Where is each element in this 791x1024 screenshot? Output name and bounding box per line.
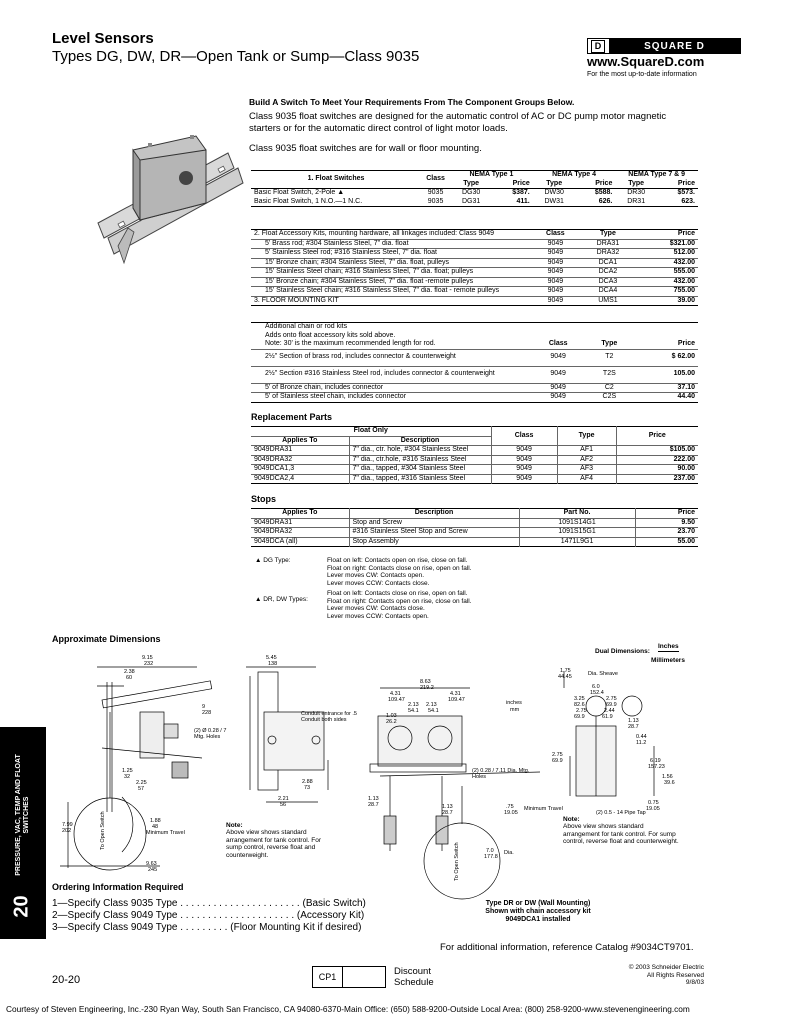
table-row (251, 465, 698, 475)
row-desc: 15' Stainless Steel chain; #316 Stainless Steel, 7" dia. float - remote pulleys (251, 287, 531, 297)
dim-text: 57 (138, 786, 145, 792)
table-row (251, 537, 698, 547)
table-row (251, 528, 698, 538)
website-link[interactable]: www.SquareD.com (587, 54, 705, 69)
dia-label: Dia. (504, 850, 514, 856)
dim-text: 28.7 (368, 802, 379, 808)
dim-text: 177.8 (484, 854, 498, 860)
dim-text: 109.47 (448, 697, 465, 703)
row-class: 9049 (491, 446, 557, 456)
note-line: Float on right: Contacts open on rise, close on fall. (327, 597, 472, 605)
page-subtitle: Types DG, DW, DR—Open Tank or Sump—Class 9035 (52, 48, 420, 65)
side-tab-number: 20 (10, 895, 33, 918)
row-class: 9049 (531, 258, 580, 268)
intro-paragraph-1: Class 9035 float switches are designed for the automatic control of AC or DC pump motor magnetic starters or for the automatic direct control of light motor loads. (249, 111, 667, 134)
copyright-line: © 2003 Schneider Electric (628, 964, 704, 971)
order-label: 2—Specify Class 9049 Type (52, 910, 178, 921)
row-type: C2 (585, 383, 633, 393)
table-row (251, 518, 698, 528)
dim-text: 157.23 (648, 764, 665, 770)
drawing-wall-mount-view (370, 676, 570, 898)
row-price: 222.00 (616, 455, 698, 465)
row-desc: 3. FLOOR MOUNTING KIT (254, 296, 339, 304)
table-row (251, 277, 698, 287)
discount-box (312, 966, 386, 988)
dim-text: 61.9 (602, 714, 613, 720)
order-dots: . . . . . . . . . . . . . . . . . . . . . . (177, 898, 303, 909)
cp-code: CP1 (313, 967, 343, 987)
row-class: 9049 (531, 287, 580, 297)
order-value: (Basic Switch) (302, 898, 366, 909)
drawing-front-view (236, 652, 342, 810)
dim-text: 1.13 (628, 718, 639, 724)
row-price: 23.70 (635, 528, 698, 538)
order-dots: . . . . . . . . . (177, 922, 231, 933)
section-side-tab (0, 727, 46, 939)
stops-title: Stops (251, 494, 277, 504)
dim-text: 6.19 (650, 758, 661, 764)
row-type: DCA1 (580, 258, 636, 268)
list-item (52, 898, 366, 910)
row-price: 432.00 (636, 277, 698, 287)
copyright-line: All Rights Reserved (646, 971, 704, 979)
order-dots: . . . . . . . . . . . . . . . . . . . . . (177, 910, 297, 921)
row-type: DR30 (627, 189, 646, 196)
to-open-switch-label: To Open Switch (100, 811, 106, 850)
dim-text: 28.7 (628, 724, 639, 730)
row-desc: 5' Brass rod; #304 Stainless Steel, 7" dia. float (251, 239, 531, 249)
row-type: DRA31 (580, 239, 636, 249)
dim-text: 232 (144, 661, 154, 667)
row-desc: 5' of Bronze chain, includes connector (251, 383, 531, 393)
dim-text: 9.15 (142, 655, 153, 661)
row-applies: 9049DRA32 (251, 528, 349, 538)
row-desc: Basic Float Switch, 1 N.O.—1 N.C. (254, 197, 363, 205)
floor-mounting-row (251, 296, 698, 306)
dim-text: 60 (126, 675, 133, 681)
order-value: (Floor Mounting Kit if desired) (230, 922, 362, 933)
dim-text: 2.75 (576, 708, 587, 714)
row-price: 37.10 (633, 383, 698, 393)
note-line: Float on left: Contacts open on rise, close on fall. (327, 557, 468, 564)
dim-text: 26.2 (386, 719, 397, 725)
page-number: 20-20 (52, 974, 81, 986)
row-desc: 7" dia., ctr. hole, #304 Stainless Steel (349, 446, 491, 456)
row-applies: 9049DRA32 (251, 455, 349, 465)
row-desc: Basic Float Switch, 2-Pole ▲ (254, 189, 345, 196)
row-part: 1091S14G1 (519, 518, 635, 528)
note-title: Note: (226, 822, 243, 829)
courtesy-footer: Courtesy of Steven Engineering, Inc.-230 Ryan Way, South San Francisco, CA 94080-6370-Main Office: (650) 588-9200-Outside Local Area: (800) 258-9200-www.stevenengineering.com (6, 1004, 690, 1014)
row-price: $ 62.00 (633, 349, 698, 366)
dr-dw-type-notes (327, 590, 472, 620)
intro-heading: Build A Switch To Meet Your Requirements From The Component Groups Below. (249, 97, 575, 107)
millimeters-label: Millimeters (651, 657, 685, 664)
ordering-list (52, 898, 366, 934)
dual-dimensions-label: Dual Dimensions: (595, 648, 650, 655)
row-type: UMS1 (598, 296, 618, 304)
dim-text: 138 (268, 661, 278, 667)
dim-text: 2.13 (408, 702, 419, 708)
row-type: DW30 (544, 189, 564, 196)
dim-text: 9 (202, 704, 206, 710)
row-desc: 5' Stainless Steel rod; #316 Stainless Steel, 7" dia. float (251, 249, 531, 259)
list-item (52, 922, 366, 934)
table-row (251, 287, 698, 297)
dim-text: 4.31 (450, 691, 461, 697)
row-price: 555.00 (636, 268, 698, 278)
price-header: Price (512, 179, 530, 187)
nema4-header: NEMA Type 4 (552, 171, 597, 178)
row-type: AF3 (557, 465, 616, 475)
dim-text: 1.13 (442, 804, 453, 810)
row-applies: 9049DCA1,3 (251, 465, 349, 475)
dim-text: 19.05 (504, 810, 518, 816)
order-label: 3—Specify Class 9049 Type (52, 922, 178, 933)
dim-text: 54.1 (428, 708, 439, 714)
dim-text: 2.13 (426, 702, 437, 708)
table-row (251, 258, 698, 268)
row-price: 90.00 (616, 465, 698, 475)
table-row (251, 455, 698, 465)
dim-text: 69.9 (574, 714, 585, 720)
caption-line: Shown with chain accessory kit (485, 908, 591, 915)
row-type: DR31 (627, 197, 646, 205)
dim-text: 54.1 (408, 708, 419, 714)
dim-text: 7.0 (486, 848, 494, 854)
row-price: 755.00 (636, 287, 698, 297)
order-value: (Accessory Kit) (296, 910, 365, 921)
price-header: Price (677, 179, 695, 187)
dim-text: 39.6 (664, 780, 675, 786)
website-subtext: For the most up-to-date information (587, 71, 697, 78)
dim-text: 56 (280, 802, 287, 808)
note-line: Lever moves CCW: Contacts open. (327, 612, 429, 620)
row-class: 9049 (491, 474, 557, 484)
table-row (251, 249, 698, 259)
caption-line: 9049DCA1 installed (505, 916, 571, 923)
dim-text: 48 (152, 824, 159, 830)
row-price: 39.00 (677, 296, 695, 304)
row-desc: 7" dia., ctr.hole, #316 Stainless Steel (349, 455, 491, 465)
row-price: $588. (594, 189, 613, 196)
inches-label: Inches (658, 643, 679, 650)
row-applies: 9049DRA31 (251, 446, 349, 456)
row-price: 432.00 (636, 258, 698, 268)
row-type: DG31 (461, 197, 481, 205)
note-title: Note: (563, 816, 580, 823)
dim-text: 69.9 (606, 702, 617, 708)
float-switches-header: 1. Float Switches (251, 171, 421, 189)
dim-text: 2.21 (278, 796, 289, 802)
drawing-side-view (52, 652, 230, 880)
note-line: Lever moves CCW: Contacts close. (327, 579, 430, 587)
dim-text: 4.31 (390, 691, 401, 697)
row-type: AF2 (557, 455, 616, 465)
row-part: 1471L9G1 (519, 537, 635, 547)
description-header: Description (349, 436, 491, 446)
min-travel-label: Minimum Travel (146, 830, 185, 836)
row-class: 9049 (547, 296, 564, 304)
price-header: Price (635, 509, 698, 519)
row-class: 9035 (427, 189, 444, 196)
row-price: 237.00 (616, 474, 698, 484)
row-desc: Stop and Screw (349, 518, 519, 528)
dim-text: 1.56 (662, 774, 673, 780)
dim-text: 73 (304, 785, 311, 791)
schedule-text: Schedule (394, 977, 434, 988)
type-header: Type (600, 230, 616, 237)
accessory-header: 2. Float Accessory Kits, mounting hardware, all linkages included: Class 9049 (254, 230, 495, 237)
additional-note-1: Additional chain or rod kits (265, 323, 348, 330)
type-header: Type (557, 427, 616, 446)
dg-type-label: ▲ DG Type: (255, 557, 291, 564)
row-price: $573. (677, 189, 695, 196)
dim-text: 1.13 (368, 796, 379, 802)
row-type: DCA3 (580, 277, 636, 287)
dim-text: 44.45 (558, 674, 572, 680)
float-switches-table (251, 170, 698, 207)
applies-to-header: Applies To (282, 509, 318, 516)
additional-kits-table (251, 322, 698, 403)
price-header: Price (677, 340, 695, 347)
row-price: $321.00 (636, 239, 698, 249)
dim-text: 69.9 (552, 758, 563, 764)
dim-text: 2.75 (552, 752, 563, 758)
inches-mm-label: inches (506, 700, 522, 706)
note-line: Float on left: Contacts close on rise, open on fall. (327, 590, 468, 597)
pipe-tap-label: (2) 0.5 - 14 Pipe Tap (596, 810, 646, 816)
discount-schedule-label (394, 966, 434, 988)
float-switch-photo (78, 128, 243, 278)
table-row (251, 446, 698, 456)
dim-text: 9.63 (146, 861, 157, 867)
dim-text: 1.25 (122, 768, 133, 774)
page-title: Level Sensors (52, 30, 154, 47)
copyright-line: 9/8/03 (685, 979, 704, 986)
note-text: Above view shows standard arrangement for tank control. For sump control, reverse float and counterweight. (563, 823, 679, 845)
replacement-parts-table (251, 426, 698, 484)
row-desc: 7" dia., tapped, #304 Stainless Steel (349, 465, 491, 475)
row-price: 512.00 (636, 249, 698, 259)
row-class: 9049 (550, 393, 566, 400)
type-header: Type (546, 179, 563, 187)
dim-text: 152.4 (590, 690, 604, 696)
dim-text: 2.88 (302, 779, 313, 785)
table-row (251, 349, 698, 366)
price-header: Price (616, 427, 698, 446)
logo-mark: D (591, 40, 605, 53)
to-open-switch-label: To Open Switch (454, 842, 460, 881)
dim-text: 5.45 (266, 655, 277, 661)
row-type: DCA2 (580, 268, 636, 278)
table-row (251, 393, 698, 403)
dim-text: 8.63 (420, 679, 431, 685)
row-class: 9049 (531, 277, 580, 287)
table-row (251, 366, 698, 383)
nema1-header: NEMA Type 1 (469, 171, 514, 178)
dim-text: 219.2 (420, 685, 434, 691)
row-type: AF4 (557, 474, 616, 484)
additional-note-2: Adds onto float accessory kits sold above. (265, 331, 396, 339)
row-applies: 9049DRA31 (251, 518, 349, 528)
row-desc: 15' Stainless Steel chain; #316 Stainless Steel, 7" dia. float; pulleys (251, 268, 531, 278)
dimensions-title: Approximate Dimensions (52, 634, 161, 644)
dim-text: 7.99 (62, 822, 73, 828)
dim-text: 82.6 (574, 702, 585, 708)
table-row (251, 198, 698, 207)
description-header: Description (349, 509, 519, 519)
dim-text: 2.25 (136, 780, 147, 786)
type-header: Type (463, 179, 480, 187)
note-line: Lever moves CW: Contacts open. (327, 572, 425, 579)
table-row (251, 268, 698, 278)
dim-text: 0.44 (636, 734, 647, 740)
row-applies: 9049DCA2,4 (254, 474, 295, 482)
class-header: Class (548, 340, 568, 347)
dim-text: 1.88 (150, 818, 161, 824)
row-desc: 2½" Section #316 Stainless Steel rod, includes connector & counterweight (251, 366, 531, 383)
dim-text: 28.7 (442, 810, 453, 816)
row-price: 9.50 (635, 518, 698, 528)
type-header: Type (601, 340, 618, 347)
dim-text: 3.25 (574, 696, 585, 702)
table-row (251, 239, 698, 249)
row-desc: 15' Bronze chain; #304 Stainless Steel, 7" dia. float -remote pulleys (251, 277, 531, 287)
row-class: 9035 (427, 197, 444, 205)
row-price: 411. (516, 197, 530, 205)
stops-table (251, 508, 698, 547)
conduit-entrance-label: Conduit entrance for .5 Conduit both sides (301, 711, 357, 723)
row-class: 9049 (531, 349, 585, 366)
mounting-holes-label: (2) Ø 0.28 / 7 Mtg. Holes (194, 728, 227, 740)
order-label: 1—Specify Class 9035 Type (52, 898, 178, 909)
accessory-kits-table (251, 229, 698, 306)
row-class: 9049 (531, 249, 580, 259)
row-type: DRA32 (580, 249, 636, 259)
dim-text: 6.0 (592, 684, 600, 690)
table-row (251, 474, 698, 484)
class-header: Class (546, 230, 565, 237)
dim-text: 32 (124, 774, 131, 780)
note-text: Above view shows standard arrangement for tank control. For sump control, reverse float and counterweight. (226, 829, 322, 859)
dim-text: 19.05 (646, 806, 660, 812)
row-type: C2S (602, 393, 617, 400)
row-type: AF1 (557, 446, 616, 456)
row-class: 9049 (531, 239, 580, 249)
catalog-reference: For additional information, reference Catalog #9034CT9701. (440, 942, 694, 953)
dg-type-notes (327, 557, 472, 587)
dim-text: 202 (62, 828, 72, 834)
price-header: Price (595, 179, 613, 187)
row-type: DG30 (461, 189, 481, 196)
dr-dw-type-label: ▲ DR, DW Types: (255, 596, 308, 603)
row-price: 626. (598, 197, 613, 205)
intro-paragraph-2: Class 9035 float switches are for wall or floor mounting. (249, 143, 482, 154)
row-price: $105.00 (616, 446, 698, 456)
ordering-title: Ordering Information Required (52, 882, 184, 892)
row-desc: 15' Bronze chain; #304 Stainless Steel, 7" dia. float, pulleys (251, 258, 531, 268)
row-applies: 9049DCA (all) (254, 537, 298, 545)
drawing-pulley-view (554, 666, 694, 816)
square-d-logo (587, 38, 741, 54)
min-travel-label: Minimum Travel (524, 806, 563, 812)
dim-text: 0.75 (648, 800, 659, 806)
row-class: 9049 (531, 383, 585, 393)
dim-text: .75 (506, 804, 514, 810)
row-type: DCA4 (580, 287, 636, 297)
row-price: $387. (512, 189, 530, 196)
dim-text: 1.75 (560, 668, 571, 674)
row-desc: 7" dia., tapped, #316 Stainless Steel (349, 474, 491, 484)
type-header: Type (628, 179, 645, 187)
row-desc: Stop Assembly (349, 537, 519, 547)
additional-note-3: Note: 30' is the maximum recommended length for rod. (265, 340, 436, 347)
row-desc: 2½" Section of brass rod, includes connector & counterweight (251, 349, 531, 366)
row-class: 9049 (531, 366, 585, 383)
replacement-parts-title: Replacement Parts (251, 412, 333, 422)
side-tab-text: PRESSURE, VAC, TEMP AND FLOAT SWITCHES (15, 754, 30, 876)
dim-text: 245 (148, 867, 158, 873)
dim-text: 2.44 (604, 708, 615, 714)
dim-text: 1.03 (386, 713, 397, 719)
logo-text: SQUARE D (609, 39, 740, 53)
table-row (251, 189, 698, 198)
row-part: 1091S15G1 (519, 528, 635, 538)
caption-line: Type DR or DW (Wall Mounting) (485, 900, 591, 907)
row-class: 9049 (531, 268, 580, 278)
nema79-header: NEMA Type 7 & 9 (628, 171, 686, 178)
drawing-caption (468, 900, 608, 924)
class-header: Class (491, 427, 557, 446)
row-price: 44.40 (677, 393, 695, 400)
copyright (600, 964, 704, 987)
dim-text: 109.47 (388, 697, 405, 703)
row-class: 9049 (491, 455, 557, 465)
list-item (52, 910, 366, 922)
row-price: 55.00 (635, 537, 698, 547)
row-type: DW31 (544, 197, 564, 205)
row-price: 105.00 (633, 366, 698, 383)
row-desc: 5' of Stainless steel chain, includes connector (265, 393, 407, 400)
applies-to-header: Applies To (282, 436, 318, 444)
note-line: Lever moves CW: Contacts close. (327, 605, 425, 612)
discount-text: Discount (394, 966, 431, 977)
inches-mm-label: mm (510, 707, 520, 713)
dim-text: 2.75 (606, 696, 617, 702)
row-type: T2 (585, 349, 633, 366)
dim-text: 228 (202, 710, 212, 716)
row-price: 623. (681, 197, 695, 205)
dim-text: 11.2 (636, 740, 647, 746)
price-header: Price (677, 230, 695, 237)
table-row (251, 383, 698, 393)
dim-text: 2.38 (124, 669, 135, 675)
part-no-header: Part No. (519, 509, 635, 519)
row-class: 9049 (491, 465, 557, 475)
row-desc: #316 Stainless Steel Stop and Screw (349, 528, 519, 538)
row-type: T2S (585, 366, 633, 383)
dim-sheave-label: Dia. Sheave (588, 671, 618, 677)
note-line: Float on right: Contacts close on rise, open on fall. (327, 564, 472, 572)
class-header: Class (421, 171, 450, 189)
mounting-holes-label: (2) 0.28 / 7.11 Dia. Mtg. Holes (472, 768, 530, 780)
float-only-header: Float Only (251, 427, 491, 437)
